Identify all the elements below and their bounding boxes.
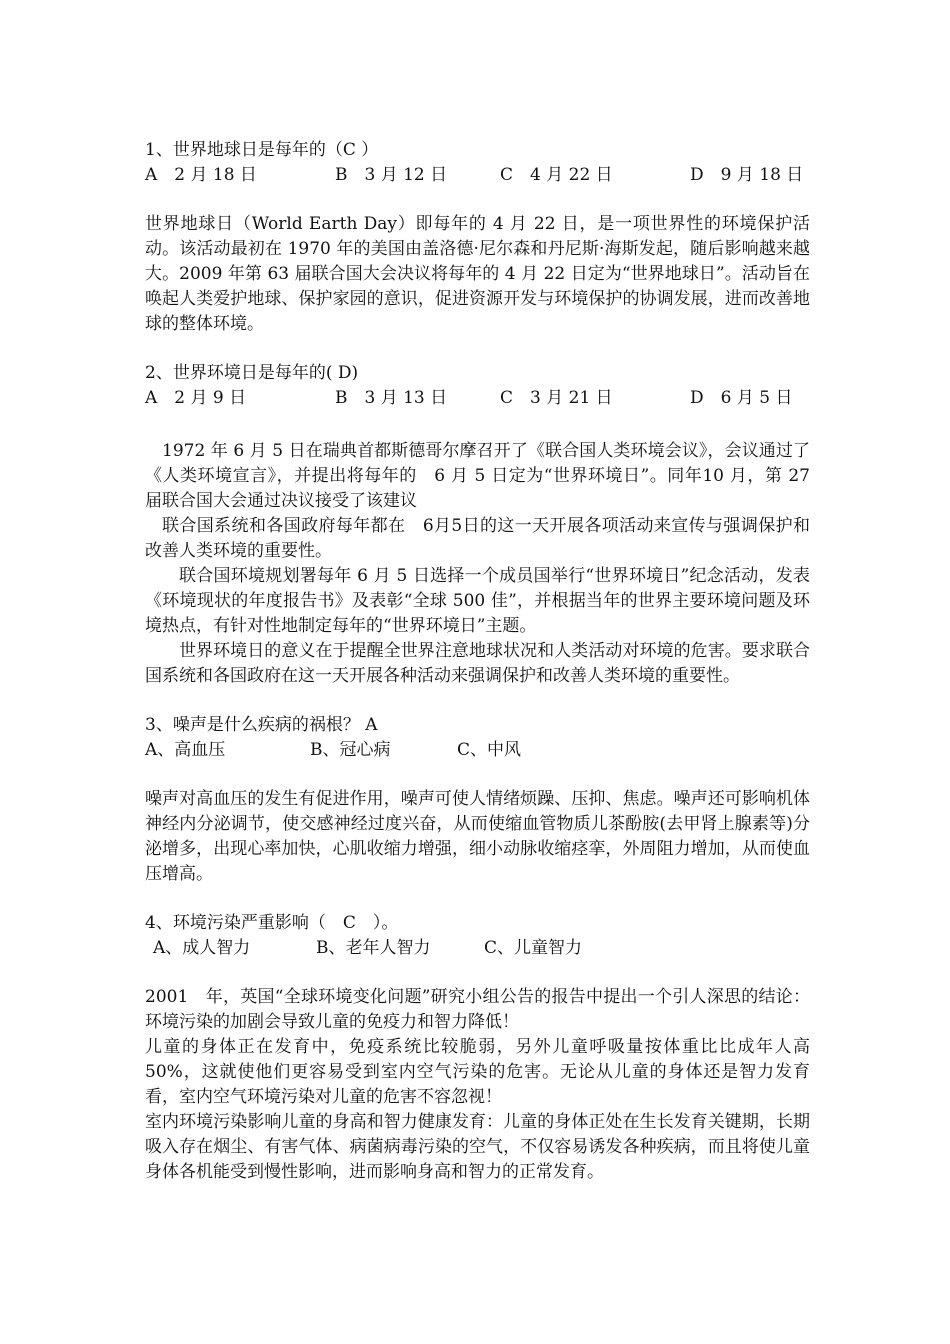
option-c: C、中风 — [457, 740, 522, 760]
option-b: B 3 月 13 日 — [335, 388, 448, 408]
question-1-options — [145, 163, 810, 188]
question-2-paragraph-2: 联合国系统和各国政府每年都在 6月5日的这一天开展各项活动来宣传与强调保护和改善人类环境的重要性。 — [145, 516, 810, 561]
option-c: C 4 月 22 日 — [500, 165, 613, 185]
option-b: B、老年人智力 — [316, 938, 431, 958]
question-3-title: 3、噪声是什么疾病的祸根？ A — [145, 715, 378, 735]
question-2-options — [145, 386, 810, 411]
document-page — [145, 138, 810, 1185]
option-b: B 3 月 12 日 — [335, 165, 448, 185]
question-4-paragraph-1: 2001 年，英国“全球环境变化问题”研究小组公告的报告中提出一个引人深思的结论：环境污染的加剧会导致儿童的免疫力和智力降低！ — [145, 987, 810, 1032]
option-d: D 9 月 18 日 — [690, 165, 804, 185]
question-4-paragraph-3: 室内环境污染影响儿童的身高和智力健康发育：儿童的身体正处在生长发育关键期，长期吸入存在烟尘、有害气体、病菌病毒污染的空气，不仅容易诱发各种疾病，而且将使儿童身体各机能受到慢性影响，进而影响身高和智力的正常发育。 — [145, 1112, 810, 1182]
option-d: D 6 月 5 日 — [690, 388, 793, 408]
option-a: A 2 月 18 日 — [145, 165, 257, 185]
option-c: C、儿童智力 — [484, 938, 583, 958]
option-a: A、高血压 — [145, 740, 226, 760]
option-a: A、成人智力 — [153, 938, 251, 958]
question-4-paragraph-2: 儿童的身体正在发育中，免疫系统比较脆弱，另外儿童呼吸量按体重比比成年人高 50%，这就使他们更容易受到室内空气污染的危害。无论从儿童的身体还是智力发育看，室内空气环境污染对儿童的危害不容忽视！ — [145, 1037, 810, 1107]
question-2-title: 2、世界环境日是每年的( D) — [145, 363, 359, 383]
question-2-paragraph-1: 1972 年 6 月 5 日在瑞典首都斯德哥尔摩召开了《联合国人类环境会议》，会议通过了《人类环境宣言》，并提出将每年的 6 月 5 日定为“世界环境日”。同年10 月，第 27 届联合国大会通过决议接受了该建议 — [145, 441, 810, 511]
question-2-paragraph-3: 联合国环境规划署每年 6 月 5 日选择一个成员国举行“世界环境日”纪念活动，发表《环境现状的年度报告书》及表彰“全球 500 佳”，并根据当年的世界主要环境问题及环境热点，有针对性地制定每年的“世界环境日”主题。 — [145, 566, 810, 636]
question-4-options — [145, 936, 810, 961]
question-4-title: 4、环境污染严重影响（ C ）。 — [145, 913, 399, 933]
option-b: B、冠心病 — [310, 740, 391, 760]
question-3-options — [145, 738, 810, 763]
question-3-explanation: 噪声对高血压的发生有促进作用，噪声可使人情绪烦躁、压抑、焦虑。噪声还可影响机体神经内分泌调节，使交感神经过度兴奋，从而使缩血管物质儿茶酚胺(去甲肾上腺素等)分泌增多，出现心率加快，心肌收缩力增强，细小动脉收缩痉挛，外周阻力增加，从而使血压增高。 — [145, 789, 810, 884]
option-a: A 2 月 9 日 — [145, 388, 247, 408]
question-1-title: 1、世界地球日是每年的（C ） — [145, 140, 379, 160]
option-c: C 3 月 21 日 — [500, 388, 613, 408]
question-1-explanation: 世界地球日（World Earth Day）即每年的 4 月 22 日，是一项世界性的环境保护活动。该活动最初在 1970 年的美国由盖洛德·尼尔森和丹尼斯·海斯发起，随后影响越来越大。2009 年第 63 届联合国大会决议将每年的 4 月 22 日定为“世界地球日”。活动旨在唤起人类爱护地球、保护家园的意识，促进资源开发与环境保护的协调发展，进而改善地球的整体环境。 — [145, 214, 810, 334]
question-2-paragraph-4: 世界环境日的意义在于提醒全世界注意地球状况和人类活动对环境的危害。要求联合国系统和各国政府在这一天开展各种活动来强调保护和改善人类环境的重要性。 — [145, 641, 810, 686]
